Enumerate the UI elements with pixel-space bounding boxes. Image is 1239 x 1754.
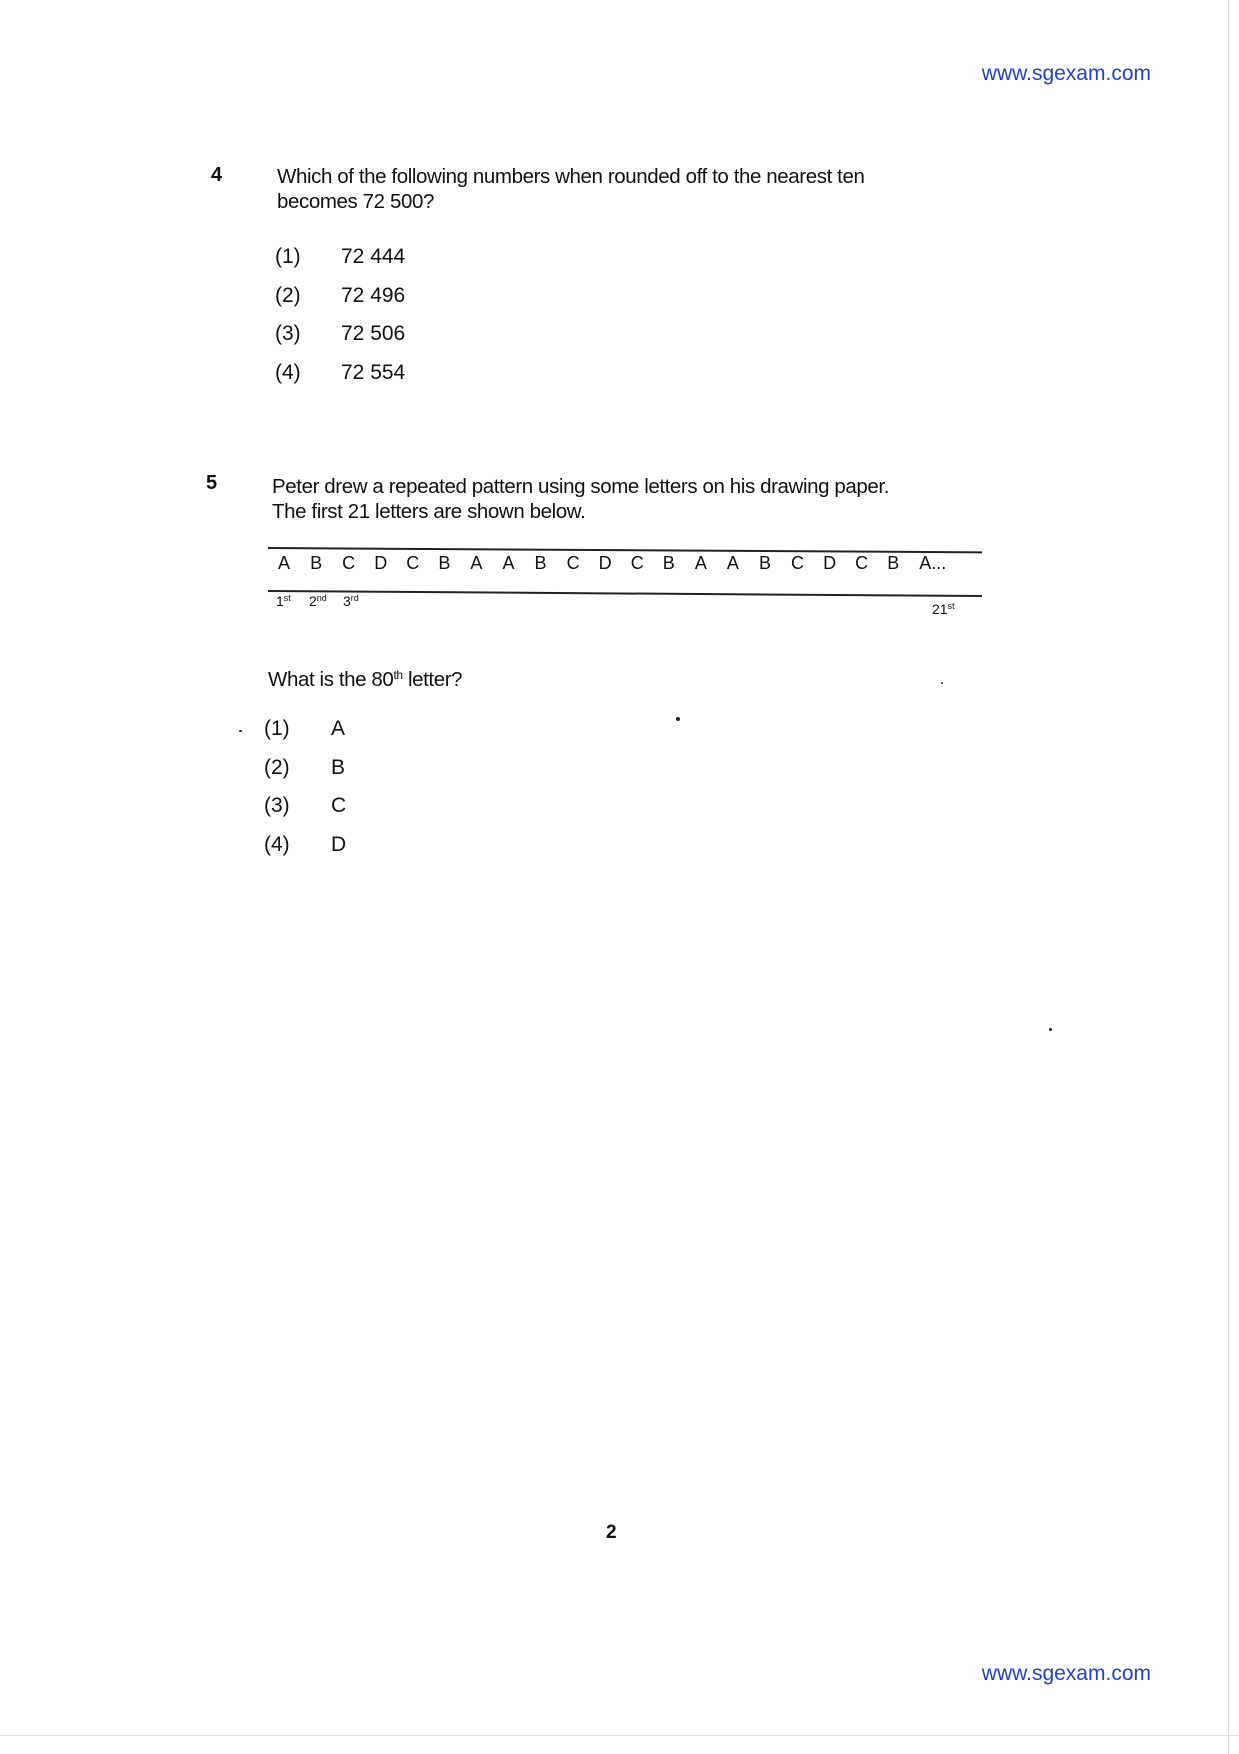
option-label: (2) xyxy=(275,283,301,307)
pattern-letter: B xyxy=(887,553,900,573)
watermark-bottom: www.sgexam.com xyxy=(981,1662,1151,1685)
option-label: (4) xyxy=(264,832,290,856)
question-4-text xyxy=(277,164,997,214)
question-5-line-2: The first 21 letters are shown below. xyxy=(272,500,586,523)
pattern-letter: C xyxy=(855,553,869,573)
option-label: (2) xyxy=(264,755,290,779)
ordinal-3rd: 3rd xyxy=(343,593,359,609)
pattern-letter: B xyxy=(534,553,547,573)
question-4-option-4 xyxy=(275,358,575,397)
question-5-text xyxy=(272,474,992,524)
option-value: 72 554 xyxy=(341,360,406,384)
pattern-letters xyxy=(278,553,978,574)
question-4-line-1: Which of the following numbers when rounded off to the nearest ten xyxy=(277,165,865,188)
question-4-option-1 xyxy=(275,242,575,281)
pattern-letter: A xyxy=(726,553,739,573)
letter-pattern xyxy=(268,543,984,623)
pattern-letter: D xyxy=(823,553,837,573)
option-label: (3) xyxy=(275,322,301,345)
option-label: (1) xyxy=(275,245,301,268)
pattern-letter: A xyxy=(502,553,515,573)
scan-speck xyxy=(1049,1028,1052,1031)
pattern-letter: A... xyxy=(919,553,947,573)
page-edge-bottom xyxy=(0,1735,1239,1736)
option-label: (3) xyxy=(264,794,290,817)
ordinal-21st: 21st xyxy=(932,601,955,617)
pattern-letter: D xyxy=(598,553,612,573)
question-5-number: 5 xyxy=(206,472,218,494)
question-4-option-2 xyxy=(275,281,575,320)
question-5-options xyxy=(264,714,564,868)
question-5-option-2 xyxy=(264,753,564,792)
pattern-letter: C xyxy=(406,553,420,573)
scan-speck xyxy=(941,682,943,684)
watermark-top: www.sgexam.com xyxy=(981,62,1151,85)
pattern-letter: A xyxy=(470,553,483,573)
option-value: A xyxy=(331,717,346,740)
question-4-options xyxy=(275,242,575,396)
page-number: 2 xyxy=(606,1522,617,1543)
option-value: 72 496 xyxy=(341,283,406,307)
pattern-letter: C xyxy=(566,553,580,573)
question-4-option-3 xyxy=(275,319,575,358)
pattern-letter: B xyxy=(310,553,323,573)
question-5-prompt: What is the 80th letter? xyxy=(268,668,463,691)
question-5-option-4 xyxy=(264,830,564,869)
question-5-line-1: Peter drew a repeated pattern using some letters on his drawing paper. xyxy=(272,475,889,498)
option-value: C xyxy=(331,794,347,817)
pattern-letter: C xyxy=(630,553,644,573)
pattern-letter: A xyxy=(694,553,707,573)
question-5-option-3 xyxy=(264,791,564,830)
pattern-letter: D xyxy=(374,553,388,573)
pattern-letter: A xyxy=(278,553,291,573)
pattern-letter: B xyxy=(758,553,771,573)
scan-speck xyxy=(239,730,242,732)
option-value: 72 444 xyxy=(341,245,406,268)
pattern-top-rule xyxy=(268,547,982,553)
option-label: (4) xyxy=(275,360,301,384)
pattern-letter: C xyxy=(342,553,356,573)
pattern-bottom-rule xyxy=(268,590,982,596)
ordinal-1st: 1st xyxy=(276,593,291,609)
question-4-number: 4 xyxy=(211,164,223,186)
option-label: (1) xyxy=(264,717,290,740)
option-value: 72 506 xyxy=(341,322,406,345)
pattern-letter: B xyxy=(438,553,451,573)
option-value: D xyxy=(331,832,347,856)
option-value: B xyxy=(331,755,346,779)
page-edge xyxy=(1228,0,1229,1754)
question-4-line-2: becomes 72 500? xyxy=(277,190,434,213)
pattern-letter: C xyxy=(791,553,804,573)
question-5-option-1 xyxy=(264,714,564,753)
pattern-letter: B xyxy=(662,553,675,573)
scan-speck xyxy=(676,717,680,721)
ordinal-2nd: 2nd xyxy=(309,593,327,609)
